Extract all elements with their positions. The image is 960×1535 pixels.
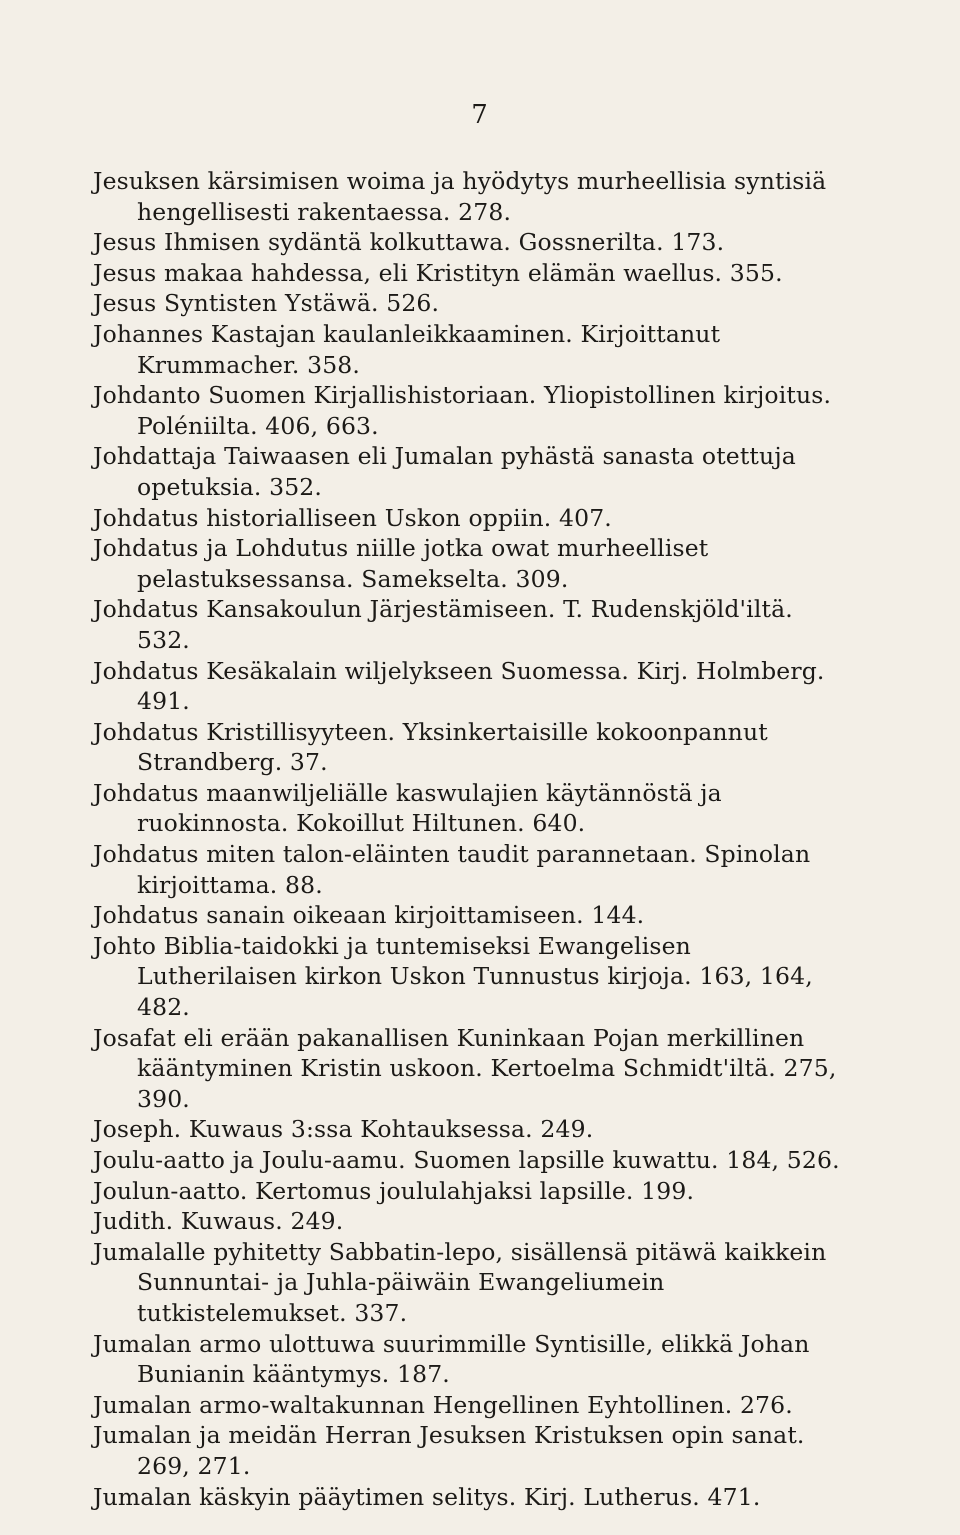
index-entry: Jumalan käskyin pääytimen selitys. Kirj. Lutherus. 471. — [93, 1482, 761, 1511]
page-number: 7 — [471, 100, 489, 130]
index-entry: Johdatus maanwiljeliälle kaswulajien käytännöstä ja ruokinnosta. Kokoillut Hiltunen. 640. — [93, 778, 722, 838]
index-entry: Johdatus sanain oikeaan kirjoittamiseen. 144. — [93, 901, 645, 930]
index-entry-list — [93, 166, 853, 1512]
index-entry: Jumalan armo ulottuwa suurimmille Syntisille, elikkä Johan Bunianin kääntymys. 187. — [93, 1329, 810, 1389]
index-entry: Jumalan ja meidän Herran Jesuksen Kristuksen opin sanat. 269, 271. — [93, 1421, 805, 1480]
index-entry: Johdanto Suomen Kirjallishistoriaan. Yliopistollinen kirjoitus. Poléniilta. 406, 663. — [93, 381, 832, 440]
index-entry: Jesuksen kärsimisen woima ja hyödytys murheellisia syntisiä hengellisesti rakentaessa. 278. — [93, 167, 827, 226]
index-entry: Judith. Kuwaus. 249. — [93, 1207, 344, 1236]
index-entry: Johdatus Kansakoulun Järjestämiseen. T. Rudenskjöld'iltä. 532. — [93, 595, 793, 654]
index-entry: Johto Biblia-taidokki ja tuntemiseksi Ewangelisen Lutherilaisen kirkon Uskon Tunnustus kirjoja. 163, 164, 482. — [93, 931, 813, 1022]
index-entry: Jesus Ihmisen sydäntä kolkuttawa. Gossnerilta. 173. — [93, 228, 725, 257]
index-entry: Johdatus miten talon-eläinten taudit parannetaan. Spinolan kirjoittama. 88. — [93, 840, 811, 899]
index-entry: Jesus makaa hahdessa, eli Kristityn elämän waellus. 355. — [93, 258, 783, 287]
index-entry: Jumalalle pyhitetty Sabbatin-lepo, sisällensä pitäwä kaikkein Sunnuntai- ja Juhla-päiwäin Ewangeliumein tutkistelemukset. 337. — [93, 1237, 827, 1327]
index-entry: Joulun-aatto. Kertomus joululahjaksi lapsille. 199. — [93, 1176, 695, 1205]
index-entry: Johdatus Kristillisyyteen. Yksinkertaisille kokoonpannut Strandberg. 37. — [93, 717, 768, 777]
index-entry: Johannes Kastajan kaulanleikkaaminen. Kirjoittanut Krummacher. 358. — [93, 319, 721, 379]
index-entry: Joseph. Kuwaus 3:ssa Kohtauksessa. 249. — [93, 1115, 594, 1144]
index-entry: Johdattaja Taiwaasen eli Jumalan pyhästä sanasta otettuja opetuksia. 352. — [93, 442, 796, 501]
index-entry: Johdatus historialliseen Uskon oppiin. 407. — [93, 503, 612, 532]
index-entry: Johdatus ja Lohdutus niille jotka owat murheelliset pelastuksessansa. Samekselta. 309. — [93, 534, 709, 593]
index-entry: Josafat eli erään pakanallisen Kuninkaan Pojan merkillinen kääntyminen Kristin uskoon. Kertoelma Schmidt'iltä. 275, 390. — [93, 1023, 837, 1113]
index-entry: Jumalan armo-waltakunnan Hengellinen Eyhtollinen. 276. — [93, 1390, 793, 1419]
index-entry: Johdatus Kesäkalain wiljelykseen Suomessa. Kirj. Holmberg. 491. — [93, 656, 825, 716]
index-entry: Joulu-aatto ja Joulu-aamu. Suomen lapsille kuwattu. 184, 526. — [93, 1146, 840, 1174]
index-entry: Jesus Syntisten Ystäwä. 526. — [93, 289, 440, 318]
